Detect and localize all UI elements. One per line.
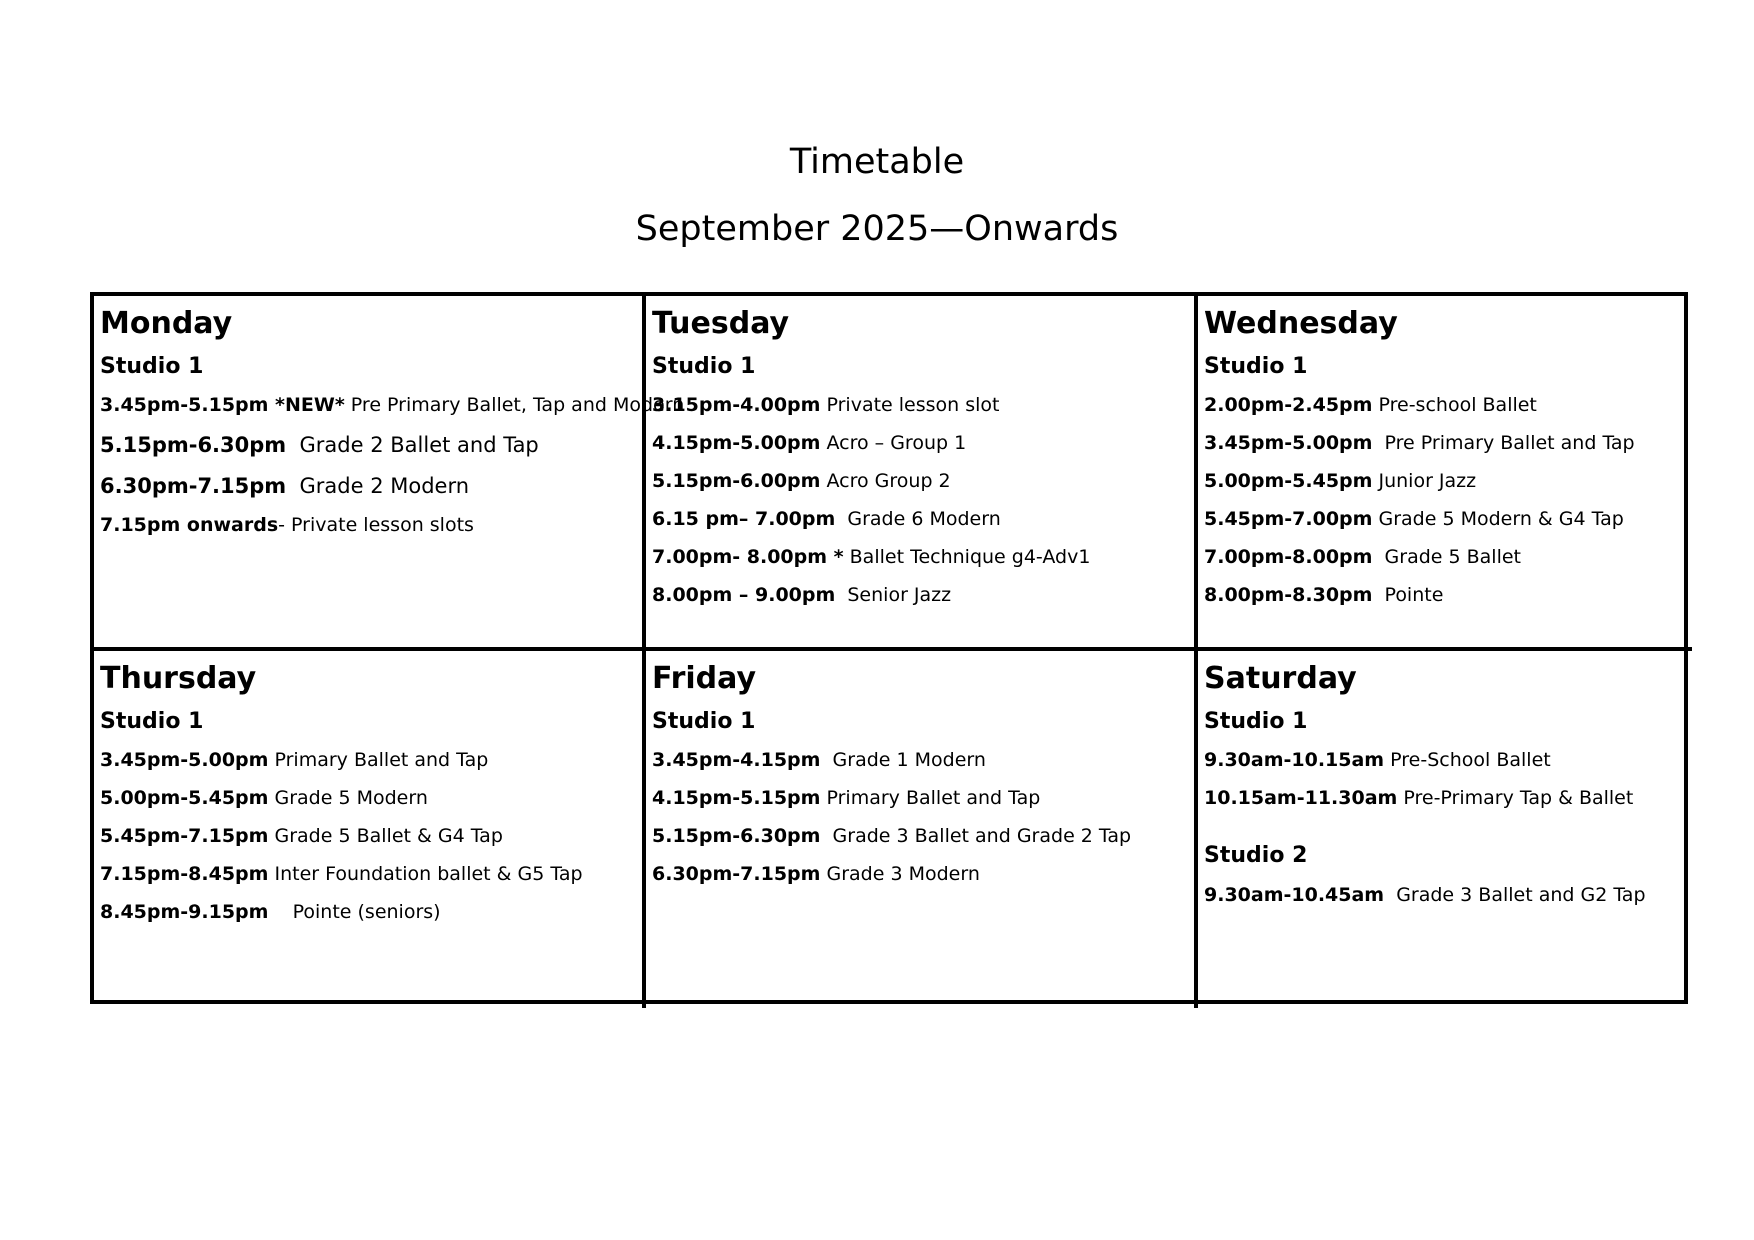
lesson-description: Grade 3 Ballet and G2 Tap [1384,883,1646,906]
lesson-row [652,582,1188,608]
lesson-time: 8.00pm-8.30pm [1204,584,1373,607]
day-cell-wednesday [1198,296,1692,651]
lesson-time: 5.00pm-5.45pm [100,787,269,810]
lesson-row [1204,785,1686,811]
lesson-description: Grade 3 Ballet and Grade 2 Tap [820,825,1132,848]
lesson-time: 3.45pm-5.00pm [100,749,269,772]
lesson-description: Private lesson slot [820,394,1000,417]
lesson-description: Grade 5 Ballet [1372,546,1522,569]
lesson-time: 5.15pm-6.00pm [652,470,821,493]
lesson-row [100,471,636,501]
timetable-grid [90,292,1688,1004]
lesson-description: Grade 6 Modern [835,508,1001,531]
studio-heading: Studio 1 [100,709,204,734]
lesson-time: 5.15pm-6.30pm [652,825,821,848]
lesson-description: Pre Primary Ballet and Tap [1372,432,1635,455]
lesson-time: 2.00pm-2.45pm [1204,394,1373,417]
lesson-description: Pre-Primary Tap & Ballet [1397,787,1634,810]
lesson-time: 7.00pm-8.00pm [1204,546,1373,569]
lesson-row [1204,544,1686,570]
day-heading: Monday [100,306,233,341]
lesson-description: Pointe [1372,584,1444,607]
lesson-row [1204,882,1686,908]
lesson-row [100,861,636,887]
lesson-description: Senior Jazz [835,584,952,607]
studio-heading: Studio 1 [1204,354,1308,379]
lesson-row [100,747,636,773]
day-heading: Tuesday [652,306,790,341]
lesson-time: 6.30pm-7.15pm [100,474,287,499]
lesson-time: 7.15pm onwards [100,514,279,537]
day-cell-monday [94,296,685,651]
page-subtitle: September 2025—Onwards [635,209,1119,249]
lesson-description: Inter Foundation ballet & G5 Tap [268,863,583,886]
lesson-time: 7.15pm-8.45pm [100,863,269,886]
lesson-time: 8.00pm – 9.00pm [652,584,836,607]
lesson-description: Pre Primary Ballet, Tap and Modern [344,394,685,417]
lesson-row [652,861,1188,887]
lesson-description: Acro Group 2 [820,470,951,493]
lesson-time: 8.45pm-9.15pm [100,901,269,924]
lesson-time: 5.45pm-7.15pm [100,825,269,848]
day-cell-friday [646,651,1198,1008]
lesson-time: 3.15pm-4.00pm [652,394,821,417]
studio-heading: Studio 1 [1204,709,1308,734]
lesson-time: 4.15pm-5.15pm [652,787,821,810]
studio-heading: Studio 1 [652,709,756,734]
lesson-description: Pre-school Ballet [1372,394,1537,417]
lesson-description: Grade 2 Modern [286,474,470,499]
day-heading: Thursday [100,661,257,696]
lesson-time: 9.30am-10.45am [1204,883,1385,906]
day-heading: Friday [652,661,757,696]
lesson-row [652,392,1188,418]
day-cell-tuesday [646,296,1198,651]
lesson-row [100,823,636,849]
day-heading: Saturday [1204,661,1357,696]
lesson-time: 3.45pm-5.00pm [1204,432,1373,455]
lesson-time: 6.15 pm– 7.00pm [652,508,836,531]
lesson-time: 3.45pm-4.15pm [652,749,821,772]
lesson-row [652,823,1188,849]
lesson-time: 7.00pm- 8.00pm * [652,546,844,569]
lesson-row [100,512,636,538]
lesson-time: 9.30am-10.15am [1204,749,1385,772]
lesson-time: 5.15pm-6.30pm [100,433,287,458]
studio-heading: Studio 2 [1204,843,1308,869]
day-cell-saturday [1198,651,1692,1008]
lesson-row [1204,430,1686,456]
lesson-description: Grade 2 Ballet and Tap [286,433,539,458]
lesson-description: Grade 5 Modern & G4 Tap [1372,508,1624,531]
lesson-row [652,747,1188,773]
lesson-time: 4.15pm-5.00pm [652,432,821,455]
studio-heading: Studio 1 [652,354,756,379]
lesson-row [100,392,685,418]
lesson-row [1204,468,1686,494]
lesson-description: Grade 3 Modern [820,863,980,886]
lesson-description: Grade 5 Ballet & G4 Tap [268,825,503,848]
lesson-time: 6.30pm-7.15pm [652,863,821,886]
lesson-description: Pointe (seniors) [268,901,441,924]
lesson-description: Ballet Technique g4-Adv1 [843,546,1091,569]
lesson-time: 10.15am-11.30am [1204,787,1398,810]
lesson-row [1204,392,1686,418]
day-cell-thursday [94,651,646,1008]
lesson-description: Pre-School Ballet [1384,749,1551,772]
lesson-row [652,785,1188,811]
lesson-time: 5.45pm-7.00pm [1204,508,1373,531]
lesson-row [1204,582,1686,608]
lesson-row [100,430,636,460]
lesson-description: Grade 5 Modern [268,787,428,810]
page-title: Timetable [789,142,965,182]
lesson-row [1204,747,1686,773]
lesson-description: Primary Ballet and Tap [820,787,1041,810]
day-heading: Wednesday [1204,306,1398,341]
lesson-description: Grade 1 Modern [820,749,986,772]
lesson-time: 5.00pm-5.45pm [1204,470,1373,493]
lesson-row [652,544,1188,570]
lesson-description: Junior Jazz [1372,470,1477,493]
lesson-description: - Private lesson slots [278,514,474,537]
lesson-description: Primary Ballet and Tap [268,749,489,772]
lesson-time: 3.45pm-5.15pm *NEW* [100,394,345,417]
studio-heading: Studio 1 [100,354,204,379]
lesson-row [652,468,1188,494]
lesson-row [100,899,636,925]
lesson-row [100,785,636,811]
lesson-row [1204,506,1686,532]
lesson-description: Acro – Group 1 [820,432,967,455]
lesson-row [652,506,1188,532]
lesson-row [652,430,1188,456]
